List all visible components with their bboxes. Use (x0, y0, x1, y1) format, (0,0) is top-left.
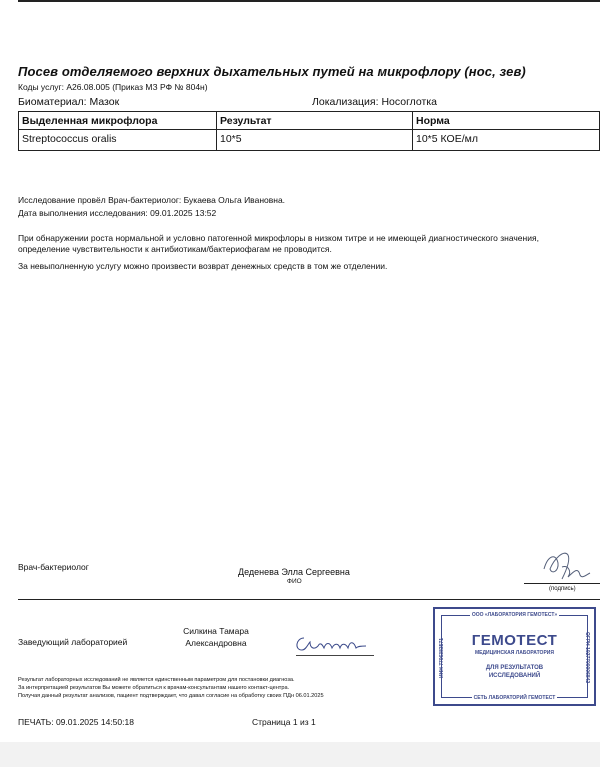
bottom-band (0, 742, 600, 767)
biomaterial: Биоматериал: Мазок (18, 96, 120, 108)
stamp-inner-frame (439, 612, 590, 701)
stamp-bottom-text: СЕТЬ ЛАБОРАТОРИЙ ГЕМОТЕСТ (473, 695, 556, 701)
print-timestamp: ПЕЧАТЬ: 09.01.2025 14:50:18 (18, 717, 134, 727)
exam-date: Дата выполнения исследования: 09.01.2025 13:52 (18, 208, 217, 218)
localization: Локализация: Носоглотка (312, 96, 437, 108)
cell-microflora: Streptococcus oralis (19, 130, 217, 151)
stamp-for-line-2: ИССЛЕДОВАНИЙ (488, 673, 541, 679)
signature-line (524, 583, 600, 584)
disclaimer-line-3: Получая данный результат анализов, пациент подтверждает, что давал согласие на обработку своих ПДн 06.01.2025 (18, 693, 324, 699)
stamp-subtitle: МЕДИЦИНСКАЯ ЛАБОРАТОРИЯ (475, 650, 554, 656)
refund-note: За невыполненную услугу можно произвести возврат денежных средств в том же отделении. (18, 261, 388, 271)
stamp-for (452, 664, 577, 680)
head-signature-image (292, 630, 376, 661)
col-result: Результат (217, 112, 413, 130)
stamp-inn: ИНН 7706383571 (439, 638, 445, 679)
stamp-top-text: ООО «ЛАБОРАТОРИЯ ГЕМОТЕСТ» (471, 612, 558, 618)
disclaimer (18, 676, 428, 700)
cell-norm: 10*5 КОЕ/мл (413, 130, 600, 151)
head-role: Заведующий лабораторией (18, 637, 128, 647)
disclaimer-line-2: За интерпретацией результатов Вы можете обратиться к врачам-консультантам нашего контакт-центра. (18, 685, 290, 691)
col-microflora: Выделенная микрофлора (19, 112, 217, 130)
sensitivity-note: При обнаружении роста нормальной и условно патогенной микрофлоры в низком титре и не имеющей диагностического значения, определение чувствительности к антибиотикам/бактериофагам не проводится. (18, 233, 539, 254)
service-codes: Коды услуг: A26.08.005 (Приказ МЗ РФ № 804н) (18, 82, 208, 92)
fio-label: ФИО (287, 578, 302, 585)
results-table (18, 111, 600, 151)
head-name: Силкина Тамара Александровна (183, 626, 249, 648)
table-row (19, 130, 600, 151)
report-title: Посев отделяемого верхних дыхательных путей на микрофлору (нос, зев) (18, 64, 526, 79)
table-header-row (19, 112, 600, 130)
section-divider (18, 599, 600, 600)
stamp-ogrn: ОГРН 1027700006842 (584, 632, 590, 684)
col-norm: Норма (413, 112, 600, 130)
top-rule (18, 0, 600, 2)
head-signature-line (296, 655, 374, 656)
lab-stamp (433, 607, 596, 706)
signature-label: (подпись) (549, 586, 576, 592)
page-number: Страница 1 из 1 (252, 717, 316, 727)
doctor-role: Врач-бактериолог (18, 562, 89, 572)
cell-result: 10*5 (217, 130, 413, 151)
doctor-info: Исследование провёл Врач-бактериолог: Букаева Ольга Ивановна. (18, 195, 286, 205)
doctor-name: Деденева Элла Сергеевна (238, 567, 350, 577)
disclaimer-line-1: Результат лабораторных исследований не является единственным параметром для постановки диагноза. (18, 677, 295, 683)
stamp-brand: ГЕМОТЕСТ (471, 632, 558, 649)
stamp-for-line-1: ДЛЯ РЕЗУЛЬТАТОВ (485, 665, 544, 671)
